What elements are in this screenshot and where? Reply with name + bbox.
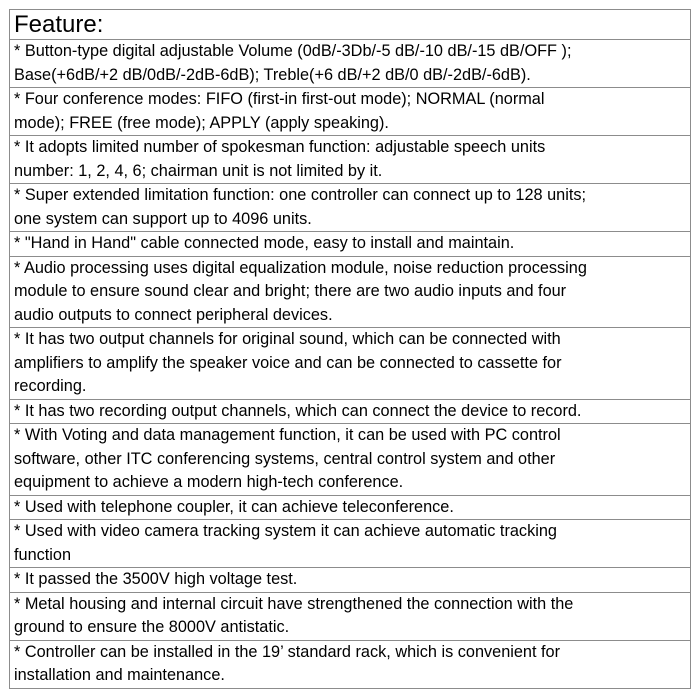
feature-row <box>10 520 691 568</box>
feature-cell <box>10 232 691 257</box>
feature-text-line: mode); FREE (free mode); APPLY (apply speaking). <box>14 113 389 132</box>
feature-cell <box>10 88 691 136</box>
feature-row <box>10 88 691 136</box>
feature-text-line: audio outputs to connect peripheral devices. <box>14 305 333 324</box>
feature-row <box>10 40 691 88</box>
feature-text-line: amplifiers to amplify the speaker voice and can be connected to cassette for <box>14 353 562 372</box>
feature-text-line: * It adopts limited number of spokesman function: adjustable speech units <box>14 138 546 156</box>
feature-text-line: * It passed the 3500V high voltage test. <box>14 570 298 588</box>
feature-cell <box>10 495 691 520</box>
feature-row <box>10 592 691 640</box>
feature-row <box>10 568 691 593</box>
feature-text-line: Base(+6dB/+2 dB/0dB/-2dB-6dB); Treble(+6 dB/+2 dB/0 dB/-2dB/-6dB). <box>14 65 531 84</box>
feature-cell <box>10 424 691 496</box>
feature-row <box>10 640 691 688</box>
feature-text-line: one system can support up to 4096 units. <box>14 209 312 228</box>
feature-cell <box>10 256 691 328</box>
feature-row <box>10 232 691 257</box>
feature-cell <box>10 640 691 688</box>
feature-text-line: * Four conference modes: FIFO (first-in first-out mode); NORMAL (normal <box>14 90 545 108</box>
feature-row <box>10 328 691 400</box>
feature-text-line: function <box>14 545 72 564</box>
feature-table <box>9 9 691 689</box>
feature-table-body <box>10 10 691 689</box>
feature-row <box>10 136 691 184</box>
feature-text-line: number: 1, 2, 4, 6; chairman unit is not limited by it. <box>14 161 383 180</box>
feature-row <box>10 184 691 232</box>
feature-title: Feature: <box>10 10 691 40</box>
feature-cell <box>10 592 691 640</box>
feature-text-line: equipment to achieve a modern high-tech conference. <box>14 473 404 491</box>
feature-cell <box>10 399 691 424</box>
feature-cell <box>10 136 691 184</box>
feature-text-line: * Button-type digital adjustable Volume (0dB/-3Db/-5 dB/-10 dB/-15 dB/OFF ); <box>14 42 572 60</box>
feature-row <box>10 256 691 328</box>
feature-text-line: * It has two recording output channels, which can connect the device to record. <box>14 401 582 420</box>
feature-text-line: recording. <box>14 377 87 395</box>
feature-text-line: * Controller can be installed in the 19’ standard rack, which is convenient for <box>14 642 561 661</box>
feature-text-line: module to ensure sound clear and bright; there are two audio inputs and four <box>14 282 567 300</box>
feature-cell <box>10 40 691 88</box>
feature-text-line: * Audio processing uses digital equalization module, noise reduction processing <box>14 258 587 277</box>
feature-text-line: * Metal housing and internal circuit have strengthened the connection with the <box>14 594 574 613</box>
feature-text-line: * Used with video camera tracking system it can achieve automatic tracking <box>14 522 557 540</box>
feature-text-line: software, other ITC conferencing systems, central control system and other <box>14 449 556 468</box>
feature-cell <box>10 520 691 568</box>
feature-cell <box>10 184 691 232</box>
feature-cell <box>10 568 691 593</box>
feature-text-line: ground to ensure the 8000V antistatic. <box>14 618 290 636</box>
feature-row <box>10 424 691 496</box>
feature-cell <box>10 328 691 400</box>
header-row <box>10 10 691 40</box>
feature-row <box>10 495 691 520</box>
feature-row <box>10 399 691 424</box>
feature-text-line: * It has two output channels for original sound, which can be connected with <box>14 330 561 348</box>
feature-text-line: * Used with telephone coupler, it can achieve teleconference. <box>14 497 454 516</box>
feature-text-line: * "Hand in Hand" cable connected mode, easy to install and maintain. <box>14 234 515 252</box>
feature-text-line: * Super extended limitation function: one controller can connect up to 128 units; <box>14 186 587 204</box>
feature-text-line: * With Voting and data management function, it can be used with PC control <box>14 426 561 444</box>
feature-text-line: installation and maintenance. <box>14 666 225 684</box>
